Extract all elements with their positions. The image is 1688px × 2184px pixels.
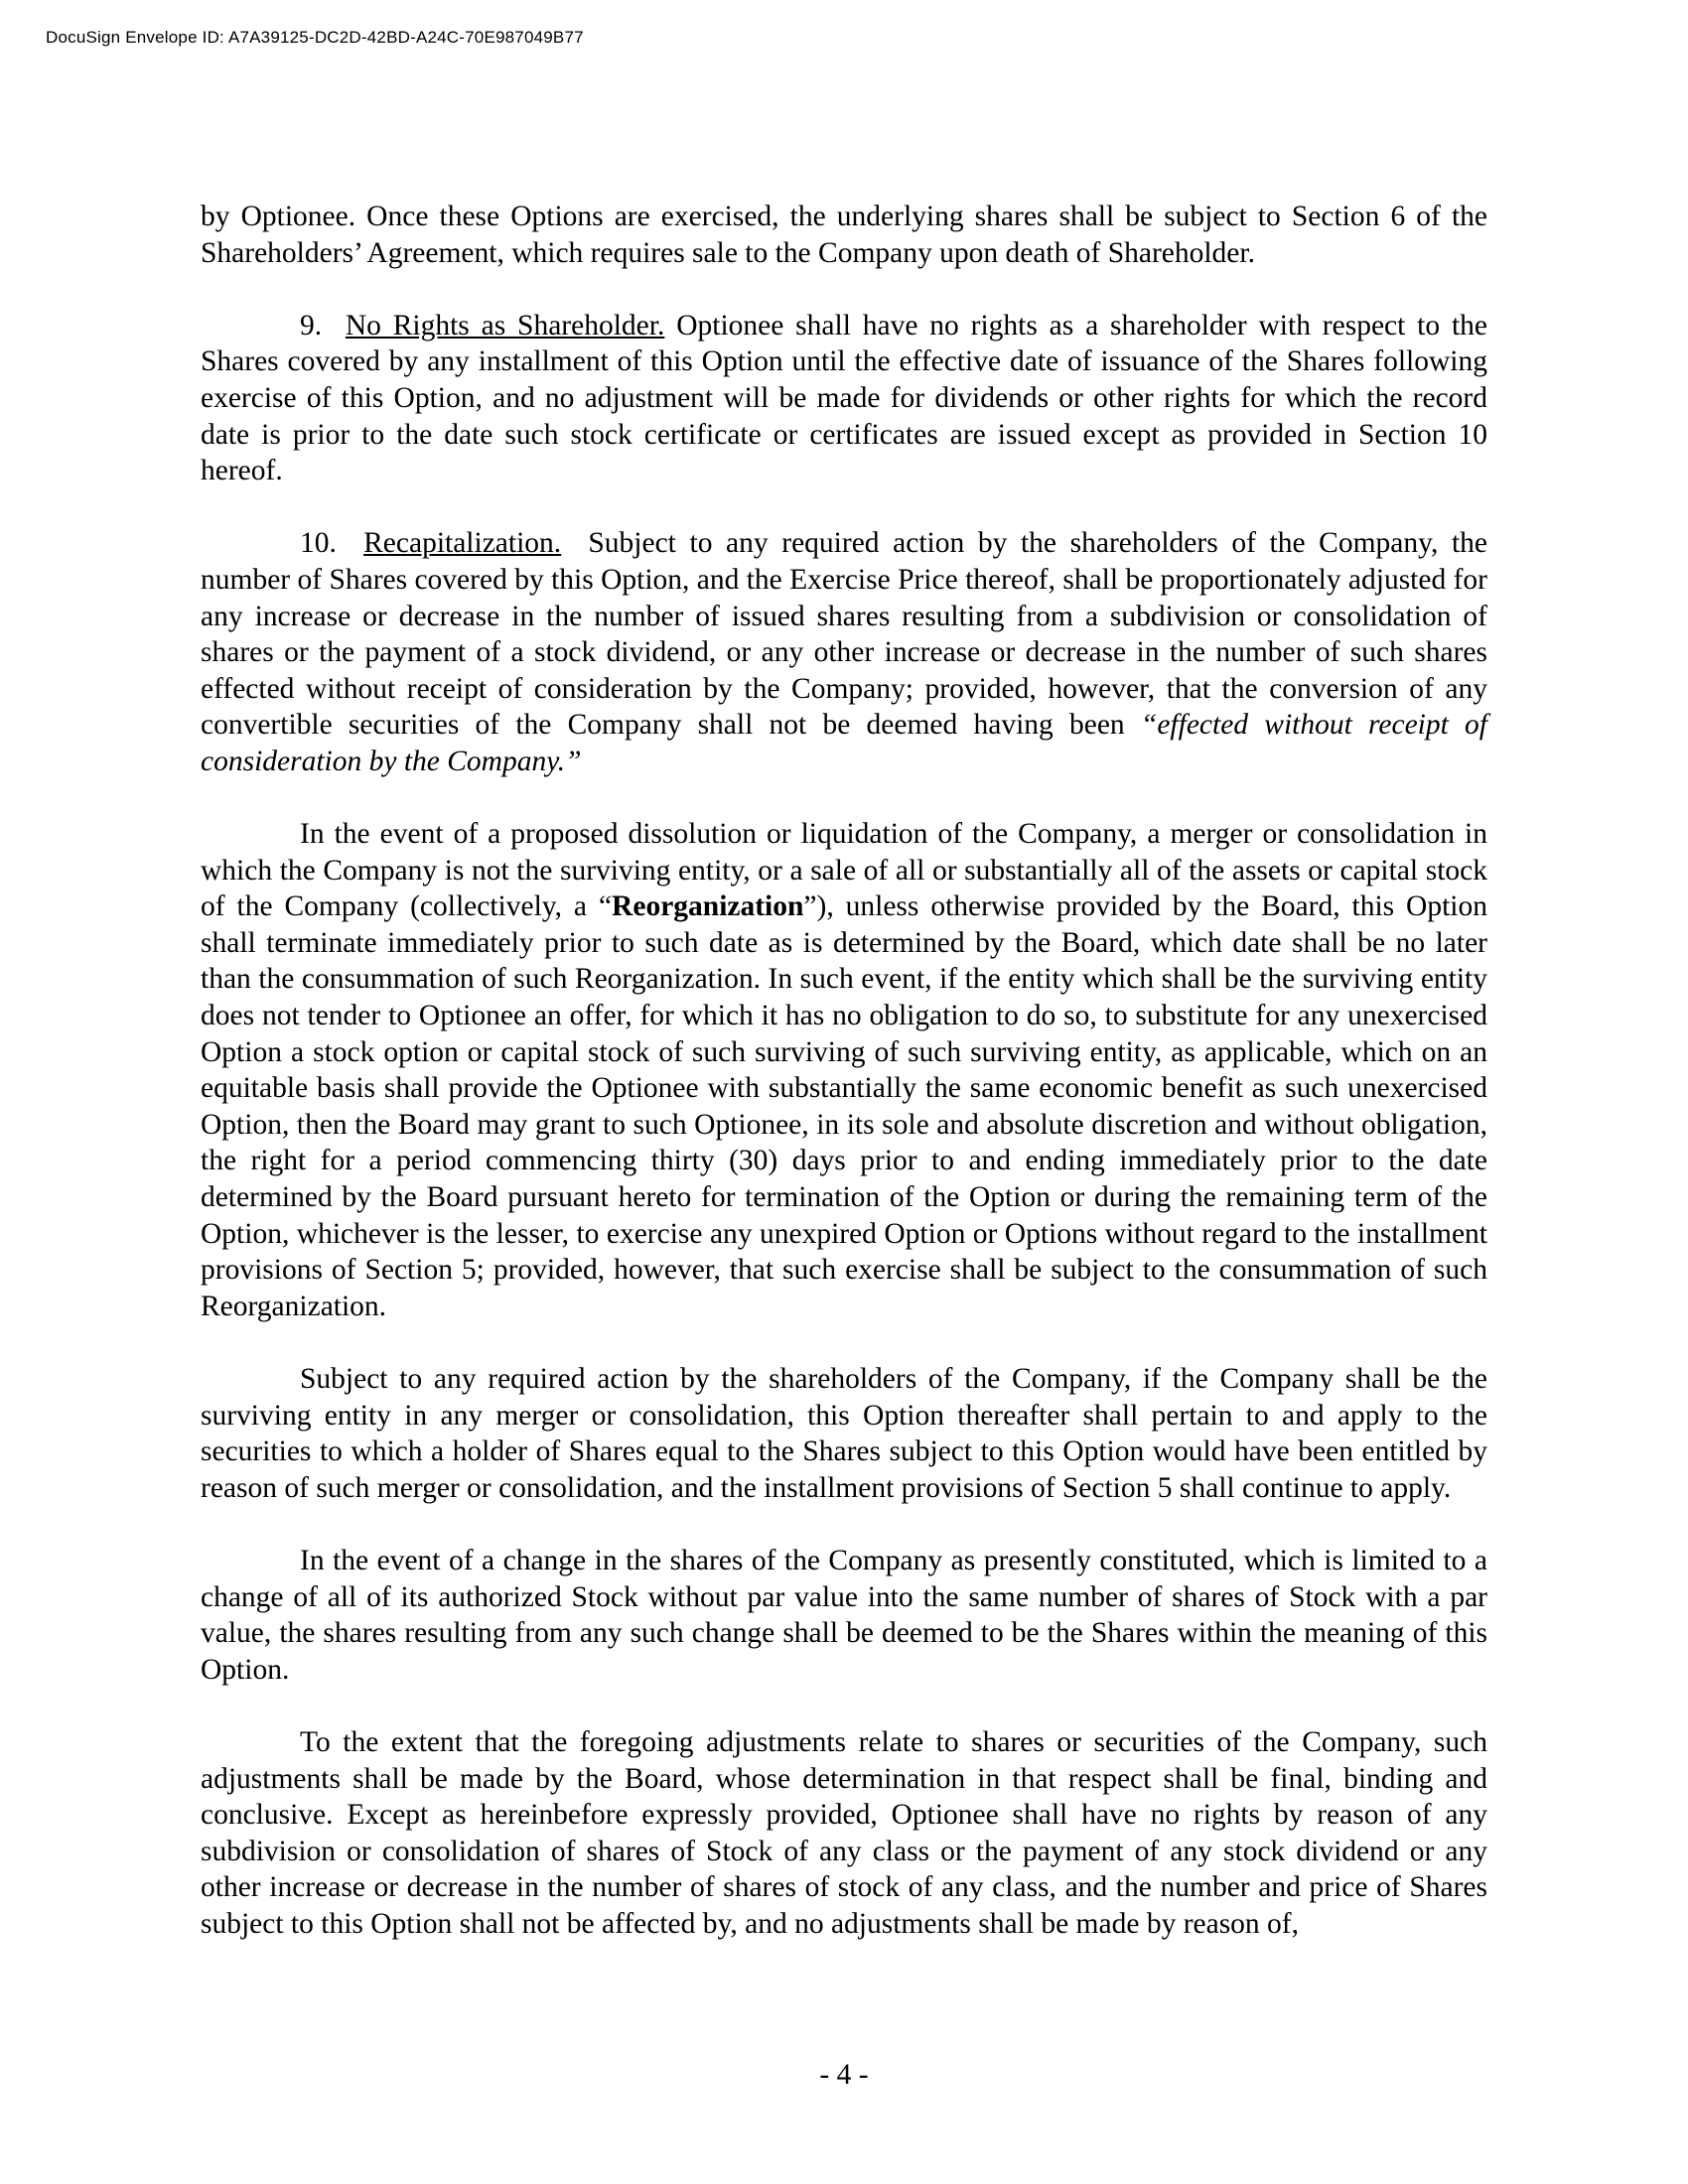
text-segment: In the event of a proposed dissolution or liquidation of the Company, a merger or consolidation in which the Company is not the surviving entity, or a sale of all or substantially all of the assets or capital stock of the Company (collectively, a “ [201, 818, 1487, 923]
section-number: 9. [300, 309, 323, 341]
paragraph-continuation: by Optionee. Once these Options are exercised, the underlying shares shall be subject to Section 6 of the Shareholders’ Agreement, which requires sale to the Company upon death of Shareholder. [201, 201, 1487, 269]
paragraph-adjustments: To the extent that the foregoing adjustments relate to shares or securities of the Company, such adjustments shall be made by the Board, whose determination in that respect shall be final, binding and conclusive. Except as hereinbefore expressly provided, Optionee shall have no rights by reason of any subdivision or consolidation of shares of Stock of any class or the payment of any stock dividend or any other increase or decrease in the number of shares of stock of any class, and the number and price of Shares subject to this Option shall not be affected by, and no adjustments shall be made by reason of, [201, 1725, 1487, 1940]
page-number: - 4 - [819, 2059, 869, 2091]
section-heading: Recapitalization. [363, 527, 562, 560]
section-body: Optionee shall have no rights as a shareholder with respect to the Shares covered by any installment of this Option until the effective date of issuance of the Shares following exercise of this Option, and no adjustment will be made for dividends or other rights for which the record date is prior to the date such stock certificate or certificates are issued except as provided in Section 10 hereof. [201, 309, 1488, 487]
paragraph-reorganization [201, 816, 1487, 1324]
section-heading: No Rights as Shareholder. [345, 309, 665, 341]
text-segment: ”), unless otherwise provided by the Board, this Option shall terminate immediately prior to such date as is determined by the Board, which date shall be no later than the consummation of such Reorganization. In such event, if the entity which shall be the surviving entity does not tender to Optionee an offer, for which it has no obligation to do so, to substitute for any unexercised Option a stock option or capital stock of such surviving of such surviving entity, as applicable, which on an equitable basis shall provide the Optionee with substantially the same economic benefit as such unexercised Option, then the Board may grant to such Optionee, in its sole and absolute discretion and without obligation, the right for a period commencing thirty (30) days prior to and ending immediately prior to the date determined by the Board pursuant hereto for termination of the Option or during the remaining term of the Option, whichever is the lesser, to exercise any unexpired Option or Options without regard to the installment provisions of Section 5; provided, however, that such exercise shall be subject to the consummation of such Reorganization. [201, 890, 1488, 1322]
paragraph-par-value: In the event of a change in the shares of the Company as presently constituted, which is limited to a change of all of its authorized Stock without par value into the same number of shares of Stock with a par value, the shares resulting from any such change shall be deemed to be the Shares within the meaning of this Option. [201, 1544, 1487, 1686]
section-body: Subject to any required action by the shareholders of the Company, the number of Shares covered by this Option, and the Exercise Price thereof, shall be proportionately adjusted for any increase or decrease in the number of issued shares resulting from a subdivision or consolidation of shares or the payment of a stock dividend, or any other increase or decrease in the number of such shares effected without receipt of consideration by the Company; provided, however, that the conversion of any convertible securities of the Company shall not be deemed having been [201, 527, 1487, 742]
paragraph-section-9 [201, 308, 1487, 489]
italic-quote: “effected without receipt of consideration by the Company.” [201, 709, 1487, 777]
document-body [201, 199, 1487, 1979]
section-number: 10. [300, 527, 337, 560]
defined-term: Reorganization [612, 890, 804, 923]
envelope-id-header: DocuSign Envelope ID: A7A39125-DC2D-42BD-A24C-70E987049B77 [46, 28, 584, 47]
paragraph-merger: Subject to any required action by the shareholders of the Company, if the Company shall be the surviving entity in any merger or consolidation, this Option thereafter shall pertain to and apply to the securities to which a holder of Shares equal to the Shares subject to this Option would have been entitled by reason of such merger or consolidation, and the installment provisions of Section 5 shall continue to apply. [201, 1363, 1487, 1504]
paragraph-section-10 [201, 525, 1487, 779]
